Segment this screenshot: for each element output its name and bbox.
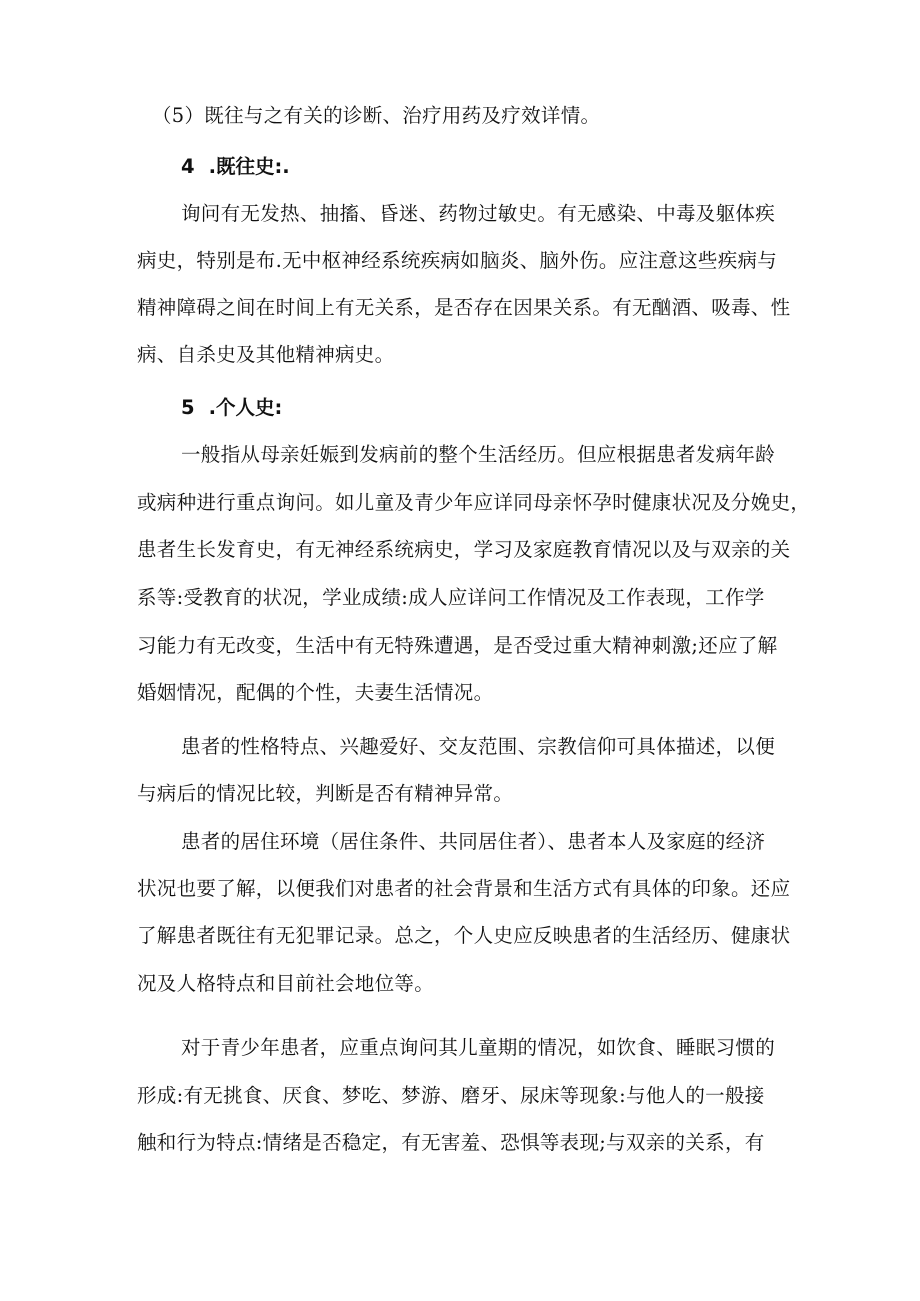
section-5-para2-line: 患者的性格特点、兴趣爱好、交友范围、宗教信仰可具体描述，以便 [181,735,776,758]
section-5-para3-line: 状况也要了解，以便我们对患者的社会背景和生活方式有具体的印象。还应 [137,877,791,900]
section-4-line: 病、自杀史及其他精神病史。 [137,343,395,366]
section-5-para3-line: 患者的居住环境（居住条件、共同居住者）、患者本人及家庭的经济 [181,830,766,853]
section-5-para2-line: 与病后的情况比较，判断是否有精神异常。 [137,782,514,805]
section-5-para4-line: 对于青少年患者，应重点询问其儿童期的情况，如饮食、睡眠习惯的 [181,1036,776,1059]
section-4-number: 4 [181,155,195,178]
section-5-para1-line: 婚姻情况，配偶的个性，夫妻生活情况。 [137,681,494,704]
section-5-number: 5 [181,396,195,419]
section-5-para1-line: 系等:受教育的状况，学业成绩:成人应详问工作情况及工作表现，工作学 [137,586,765,609]
section-5-para1-line: 一般指从母亲妊娠到发病前的整个生活经历。但应根据患者发病年龄 [181,443,776,466]
section-4-heading [181,154,290,180]
section-5-para1-line: 患者生长发育史，有无神经系统病史，学习及家庭教育情况以及与双亲的关 [137,538,791,561]
item-5-text: （5）既往与之有关的诊断、治疗用药及疗效详情。 [152,104,601,127]
section-5-para4-line: 触和行为特点:情绪是否稳定，有无害羞、恐惧等表现;与双亲的关系，有 [137,1131,765,1154]
section-5-para1-line: 或病种进行重点询问。如儿童及青少年应详同母亲怀孕时健康状况及分娩史， [137,491,811,514]
section-4-line: 精神障碍之间在时间上有无关系，是否存在因果关系。有无酗酒、吸毒、性 [137,296,791,319]
section-5-title: .个人史: [208,396,283,419]
section-5-para4-line: 形成:有无挑食、厌食、梦吃、梦游、磨牙、尿床等现象:与他人的一般接 [137,1084,765,1107]
section-5-para1-line: 习能力有无改变，生活中有无特殊遭遇，是否受过重大精神刺激;还应了解 [137,634,778,657]
section-4-title: .既往史:. [208,155,290,178]
section-5-para3-line: 况及人格特点和目前社会地位等。 [137,972,435,995]
section-4-line: 病史，特别是布.无中枢神经系统疾病如脑炎、脑外伤。应注意这些疾病与 [137,249,778,272]
section-5-heading [181,395,282,421]
section-5-para3-line: 了解患者既往有无犯罪记录。总之，个人史应反映患者的生活经历、健康状 [137,924,791,947]
section-4-line: 询问有无发热、抽搐、昏迷、药物过敏史。有无感染、中毒及躯体疾 [181,202,776,225]
